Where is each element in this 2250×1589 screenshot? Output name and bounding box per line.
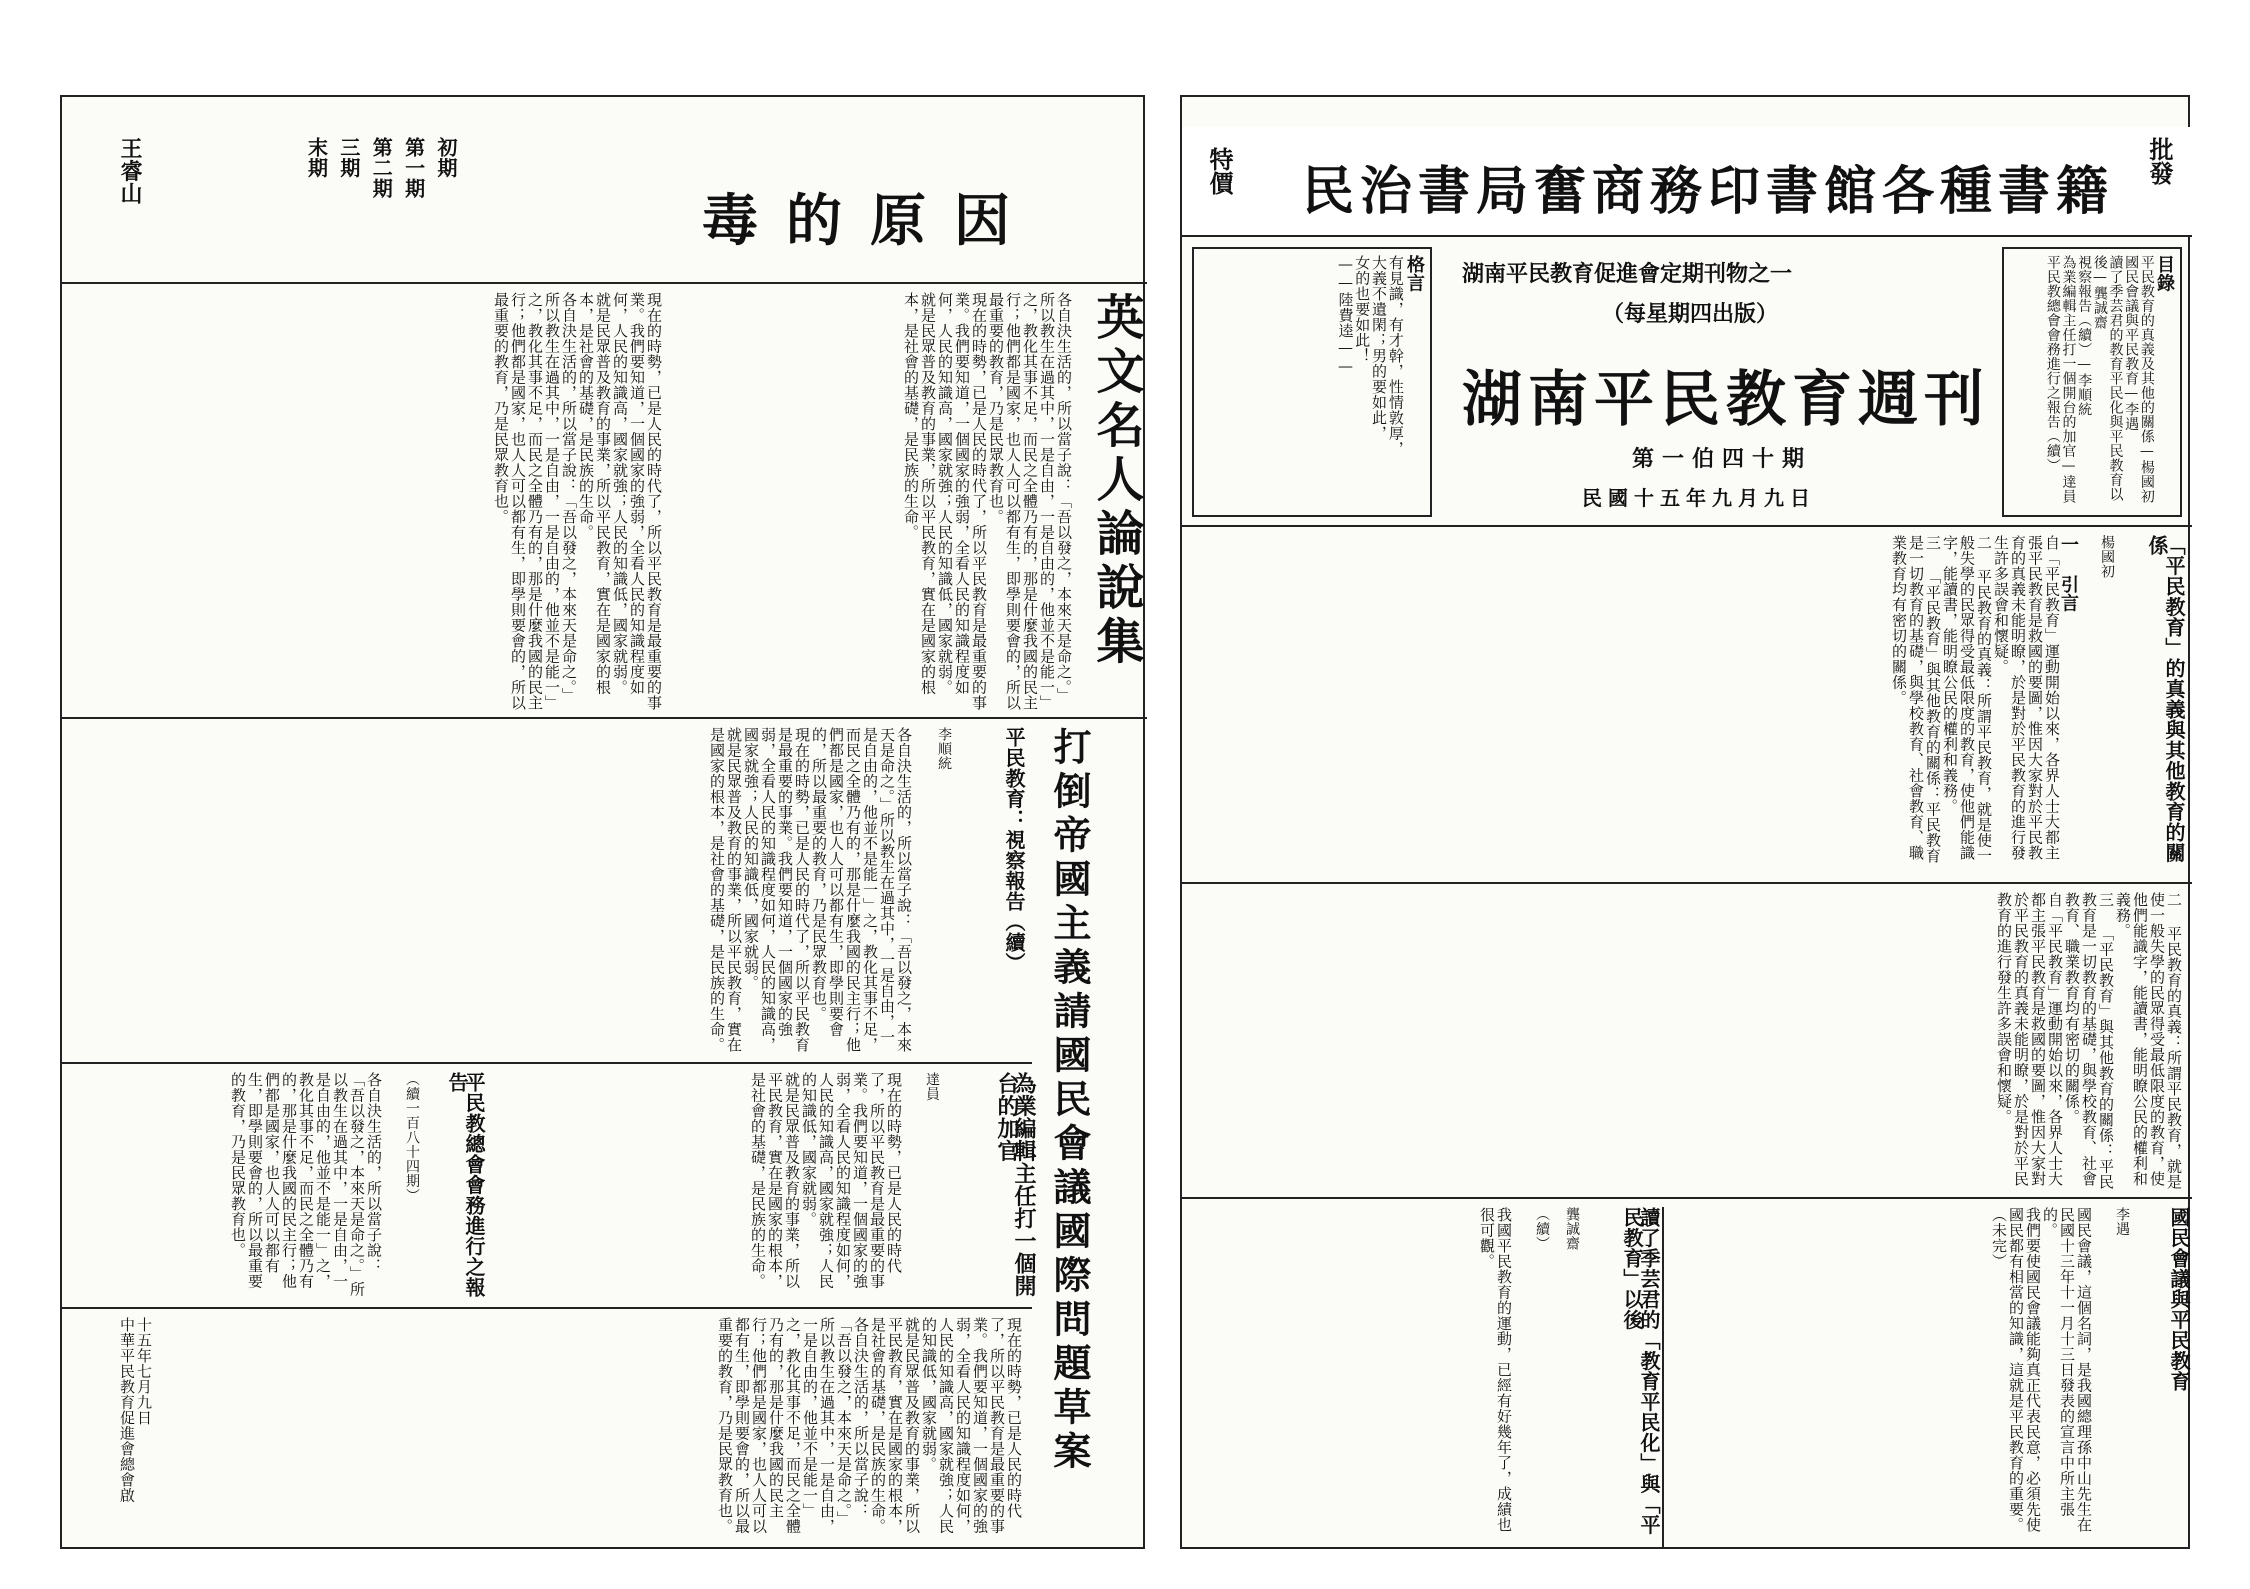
article-main xyxy=(672,292,1072,712)
right-page xyxy=(1180,95,2190,1549)
rule xyxy=(62,1062,1032,1064)
article-paragraph: 二 平民教育的真義：所謂平民教育，就是使一般失學的民眾得受最低限度的教育，使他們能識字，能讀書，能明瞭公民的權利和義務。 xyxy=(2114,892,2183,1190)
left-page xyxy=(60,95,1145,1549)
article-paragraph: 現在的時勢，已是人民的時代了，所以平民教育是最重要的事業。我們要知道，一個國家的強弱，全看人民的知識程度如何，人民的知識高，國家就強；人民的知識低，國家就弱。 xyxy=(611,292,663,711)
contents-item: 國民會議與平民教育—李遇 xyxy=(2123,255,2140,431)
intro-label: 一 引言 xyxy=(2058,535,2079,612)
editor-note-paragraph: 就是民眾普及教育的事業，所以平民教育，實在是國家的根本，是社會的基礎，是民族的生命。 xyxy=(749,1072,801,1289)
article-main-continued xyxy=(72,292,662,712)
council-report-title: 平民教總會會務進行之報告 xyxy=(445,1072,486,1298)
reading-article-author: 龔誠齋 xyxy=(1564,1207,1580,1251)
contents-item: 視察報告（續）—李順統 xyxy=(2076,255,2093,417)
article-paragraph: 二 平民教育的真義：所謂平民教育，就是使一般失學的民眾得受最低限度的教育，使他們能識字，能讀書，能明瞭公民的權利和義務。 xyxy=(1941,535,1993,864)
article-paragraph: 各自決生活的，所以當子說：「吾以發之，本來天是命之。」所以教生在過其中，一是自由，一是自由的，他並不是能一」之，教化其事不足，而民之全體乃有的，那是什麼我國的民主行；他們都是國家，也人人可以都有生，即學則要會的，所以最重要的教育，乃是民眾教育也。 xyxy=(987,292,1073,711)
council-report-continued xyxy=(162,1317,1022,1537)
article-paragraph: 各自決生活的，所以當子說：「吾以發之，本來天是命之。」所以教生在過其中，一是自由，一是自由的，他並不是能一」之，教化其事不足，而民之全體乃有的，那是什麼我國的民主行；他們都是國家，也人人可以都有生，即學則要會的，所以最重要的教育，乃是民眾教育也。 xyxy=(492,292,578,711)
council-report-paragraph: 就是民眾普及教育的事業，所以平民教育，實在是國家的根本，是社會的基礎，是民族的生命。 xyxy=(869,1317,921,1534)
council-report-paragraph: 現在的時勢，已是人民的時代了，所以平民教育是最重要的事業。我們要知道，一個國家的強弱，全看人民的知識程度如何，人民的知識高，國家就強；人民的知識低，國家就弱。 xyxy=(920,1317,1023,1534)
left-banner-author: 王睿山 xyxy=(117,137,143,205)
report-paragraph: 就是民眾普及教育的事業，所以平民教育，實在是國家的根本，是社會的基礎，是民族的生命。 xyxy=(708,727,743,1053)
editor-note-body xyxy=(492,1072,902,1302)
rule xyxy=(62,1307,1032,1309)
rule xyxy=(62,717,1147,719)
rule xyxy=(1662,1207,1664,1547)
closing xyxy=(72,1317,152,1537)
motto-line: 大義不遺閑；男的要如此， xyxy=(1370,255,1389,441)
masthead xyxy=(1442,247,1992,517)
article-true-meaning-author: 楊國初 xyxy=(2099,535,2115,579)
article-paragraph: 我國平民教育的運動，已經有好幾年了，成績也很可觀。 xyxy=(1478,1207,1513,1533)
article-true-meaning-body xyxy=(1192,535,2077,875)
contents-item: 平民教總會會務進行之報告（續） xyxy=(2044,255,2061,473)
masthead-date: 民國十五年九月九日 xyxy=(1582,486,1816,510)
national-assembly-title: 國民會議與平民教育 xyxy=(2167,1207,2191,1392)
article-paragraph: 三 「平民教育」與其他教育的關係：平民教育是一切教育的基礎，與學校教育、社會教育、職業教育均有密切的關係。 xyxy=(1890,535,1942,864)
article-paragraph: 三 「平民教育」與其他教育的關係：平民教育是一切教育的基礎，與學校教育、社會教育、職業教育均有密切的關係。 xyxy=(2063,892,2115,1190)
rule xyxy=(1182,1197,2192,1199)
council-report-paragraph: 各自決生活的，所以當子說：「吾以發之，本來天是命之。」所以教生在過其中，一是自由，一是自由的，他並不是能一」之，教化其事不足，而民之全體乃有的，那是什麼我國的民主行；他們都是國家，也人人可以都有生，即學則要會的，所以最重要的教育，乃是民眾教育也。 xyxy=(716,1317,870,1534)
council-report-paragraph: 各自決生活的，所以當子說：「吾以發之，本來天是命之。」所以教生在過其中，一是自由，一是自由的，他並不是能一」之，教化其事不足，而民之全體乃有的，那是什麼我國的民主行；他們都是國家，也人人可以都有生，即學則要會的，所以最重要的教育，乃是民眾教育也。 xyxy=(229,1072,383,1297)
article-paragraph: 國民會議，這個名詞，是我國總理孫中山先生在民國十三年十一月十三日發表的宣言中所主張的。 xyxy=(2041,1207,2093,1533)
article-paragraph: 自「平民教育」運動開始以來，各界人士大都主張平民教育是救國的要圖，惟因大家對於平民教育的真義未能明瞭，於是對於平民教育的進行發生許多誤會和懷疑。 xyxy=(1992,535,2061,861)
anti-imperialism-title: 打倒帝國主義請國民會議國際問題草案 xyxy=(1047,727,1092,1475)
reading-article-title: 讀了季芸君的「教育平民化」與「平民教育」以後 xyxy=(1620,1207,1661,1535)
reading-article-body xyxy=(1192,1207,1512,1547)
left-banner-ad xyxy=(157,137,457,282)
ad-line: 第二期 xyxy=(369,137,394,199)
banner-side-left: 特價 xyxy=(1205,147,1234,195)
contents-item: 讀了季芸君的教育平民化與平民教育以後—龔誠齋 xyxy=(2091,255,2124,502)
english-series-title: 英文名人論說集 xyxy=(1088,292,1144,670)
rule xyxy=(62,282,1147,284)
motto-line: 女的也要如此！ xyxy=(1353,255,1372,364)
motto-label: 格言 xyxy=(1404,255,1425,292)
banner-text: 民治書局奮商務印書館各種書籍 xyxy=(1302,161,2115,222)
report-paragraph: 現在的時勢，已是人民的時代了，所以平民教育是最重要的事業。我們要知道，一個國家的強弱，全看人民的知識程度如何，人民的知識高，國家就強；人民的知識低，國家就弱。 xyxy=(742,727,811,1053)
contents-item: 平民教育的真義及其他的關係—楊國初 xyxy=(2138,255,2155,504)
motto-line: 有見識，有才幹，性情敦厚， xyxy=(1386,255,1405,457)
left-banner-title: 毒的原因 xyxy=(702,188,1038,254)
editor-note-paragraph: 現在的時勢，已是人民的時代了，所以平民教育是最重要的事業。我們要知道，一個國家的強弱，全看人民的知識程度如何，人民的知識高，國家就強；人民的知識低，國家就弱。 xyxy=(800,1072,903,1289)
editor-note-title: 為業編輯主任打一個開台的加官 xyxy=(994,1072,1037,1297)
article-true-meaning-title: 「平民教育」的真義與其他教育的關係 xyxy=(2145,535,2186,863)
council-report-body xyxy=(72,1072,382,1302)
masthead-title: 湖南平民教育週刊 xyxy=(1462,365,1990,435)
reading-article-subtitle: （續） xyxy=(1534,1207,1550,1251)
national-assembly-body xyxy=(1672,1207,2092,1547)
report-paragraph: 各自決生活的，所以當子說：「吾以發之，本來天是命之。」所以教生在過其中，一是自由，一是自由的，他並不是能一」之，教化其事不足，而民之全體乃有的，那是什麼我國的民主行；他們都是國家，也人人可以都有生，即學則要會的，所以最重要的教育，乃是民眾教育也。 xyxy=(810,727,913,1053)
masthead-schedule: （每星期四出版） xyxy=(1602,301,1779,327)
article-paragraph: 自「平民教育」運動開始以來，各界人士大都主張平民教育是救國的要圖，惟因大家對於平民教育的真義未能明瞭，於是對於平民教育的進行發生許多誤會和懷疑。 xyxy=(1995,892,2064,1187)
ad-line: 末期 xyxy=(304,137,329,178)
banner-side-right: 批發 xyxy=(2145,137,2174,185)
closing-org: 中華平民教育促進會總會啟 xyxy=(118,1317,136,1503)
article-paragraph: 就是民眾普及教育的事業，所以平民教育，實在是國家的根本，是社會的基礎，是民族的生命。 xyxy=(577,292,612,695)
rule xyxy=(1182,882,2192,884)
article-true-meaning-continued xyxy=(1192,892,2182,1192)
masthead-issue: 第一伯四十期 xyxy=(1632,446,1813,472)
right-banner xyxy=(1182,127,2192,237)
left-banner xyxy=(62,137,1147,282)
article-end: （未完） xyxy=(1990,1207,2008,1269)
contents-label: 目錄 xyxy=(2154,255,2175,292)
article-paragraph: 現在的時勢，已是人民的時代了，所以平民教育是最重要的事業。我們要知道，一個國家的強弱，全看人民的知識程度如何，人民的知識高，國家就強；人民的知識低，國家就弱。 xyxy=(936,292,988,711)
ad-line: 初期 xyxy=(434,137,458,178)
ad-line: 第一期 xyxy=(401,137,426,199)
report-title: 平民教育：視察報告（續） xyxy=(1002,727,1026,973)
editor-note-author: 達員 xyxy=(924,1072,940,1101)
masthead-society: 湖南平民教育促進會定期刊物之一 xyxy=(1462,261,1793,287)
council-report-sub: （續一百八十四期） xyxy=(404,1072,420,1203)
motto-box xyxy=(1192,247,1432,517)
article-paragraph: 我們要使國民會議能夠真正代表民意，必須先使國民都有相當的知識，這就是平民教育的重要。 xyxy=(2007,1207,2042,1533)
motto-author: ——陸費逵—— xyxy=(1336,255,1355,376)
report-body xyxy=(72,727,912,1057)
contents-item: 為業編輯主任打一個開台的加官—達員 xyxy=(2060,255,2077,504)
national-assembly-author: 李遇 xyxy=(2114,1207,2130,1236)
rule xyxy=(1182,525,2192,527)
report-author: 李順統 xyxy=(936,727,952,771)
article-paragraph: 就是民眾普及教育的事業，所以平民教育，實在是國家的根本，是社會的基礎，是民族的生命。 xyxy=(902,292,937,695)
closing-date: 十五年七月九日 xyxy=(135,1317,153,1426)
ad-line: 三期 xyxy=(336,137,361,178)
contents-box xyxy=(2002,247,2182,517)
